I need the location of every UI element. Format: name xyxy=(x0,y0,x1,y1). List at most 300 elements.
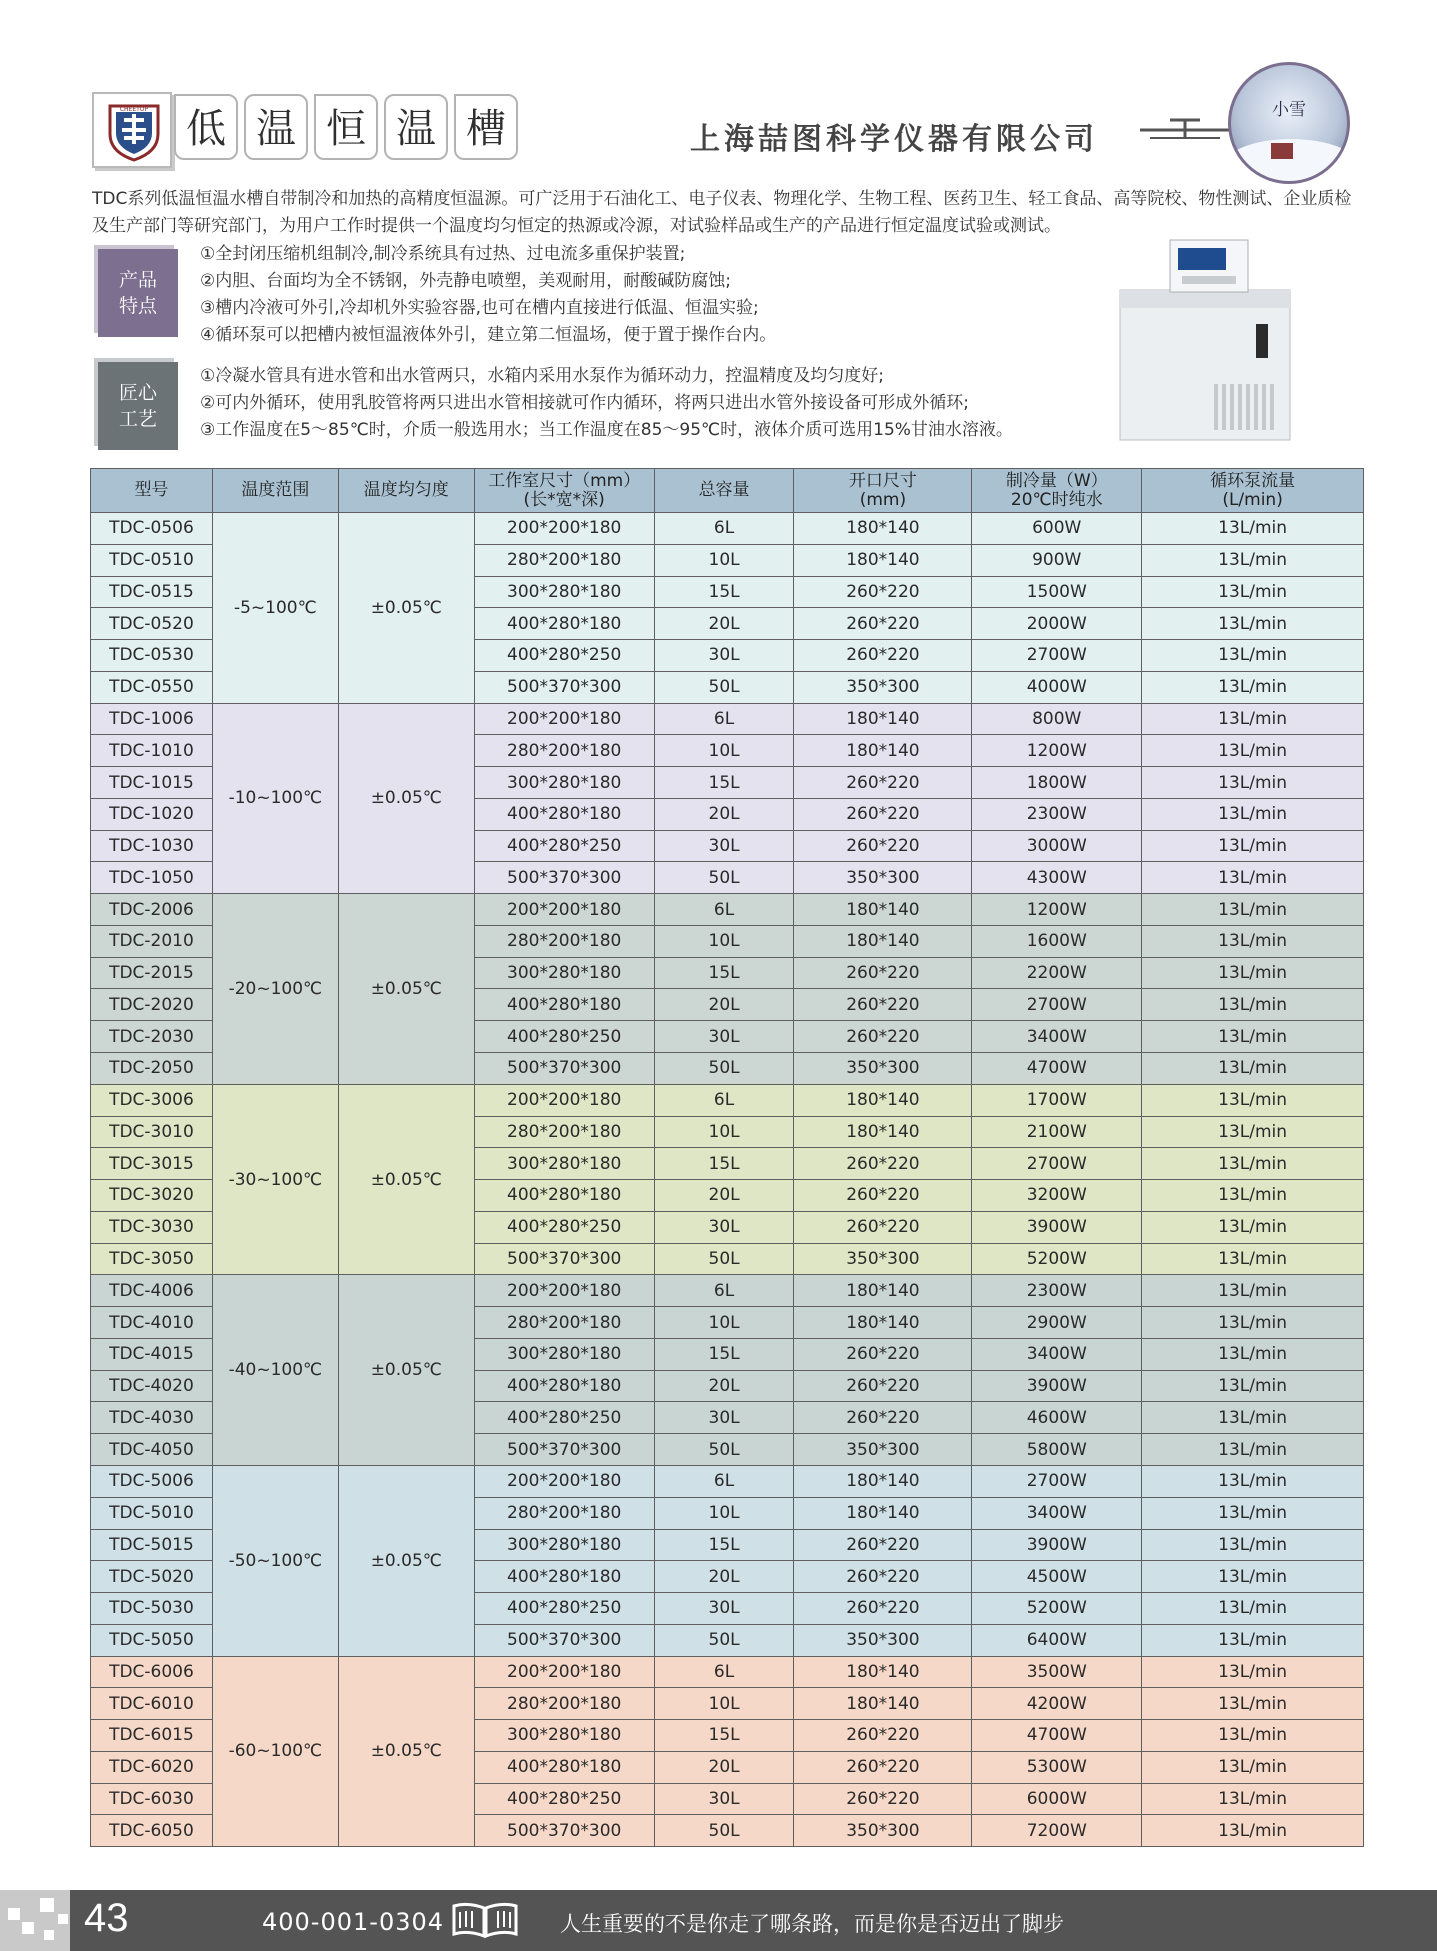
capacity-cell: 10L xyxy=(654,544,794,576)
capacity-cell: 6L xyxy=(654,1084,794,1116)
opening-size-cell: 260*220 xyxy=(794,830,972,862)
craft-list xyxy=(200,363,1013,444)
opening-size-cell: 260*220 xyxy=(794,1180,972,1212)
cooling-power-cell: 5200W xyxy=(972,1593,1142,1625)
model-cell: TDC-4050 xyxy=(91,1434,213,1466)
pump-flow-cell: 13L/min xyxy=(1142,576,1364,608)
spec-table xyxy=(90,468,1364,1847)
cooling-power-cell: 2300W xyxy=(972,1275,1142,1307)
shield-logo-icon xyxy=(106,100,162,162)
capacity-cell: 30L xyxy=(654,1783,794,1815)
chamber-size-cell: 200*200*180 xyxy=(474,703,654,735)
model-cell: TDC-2015 xyxy=(91,957,213,989)
cooling-power-cell: 3400W xyxy=(972,1497,1142,1529)
opening-size-cell: 260*220 xyxy=(794,1370,972,1402)
page-footer xyxy=(0,1890,1437,1951)
chamber-size-cell: 280*200*180 xyxy=(474,1116,654,1148)
chamber-size-cell: 400*280*250 xyxy=(474,1211,654,1243)
capacity-cell: 15L xyxy=(654,957,794,989)
cooling-power-cell: 4600W xyxy=(972,1402,1142,1434)
opening-size-cell: 180*140 xyxy=(794,1465,972,1497)
model-cell: TDC-5020 xyxy=(91,1561,213,1593)
chamber-size-cell: 300*280*180 xyxy=(474,767,654,799)
pump-flow-cell: 13L/min xyxy=(1142,1402,1364,1434)
pump-flow-cell: 13L/min xyxy=(1142,1529,1364,1561)
opening-size-cell: 260*220 xyxy=(794,640,972,672)
uniformity-cell: ±0.05℃ xyxy=(338,1084,474,1275)
capacity-cell: 10L xyxy=(654,1497,794,1529)
capacity-cell: 30L xyxy=(654,1593,794,1625)
title-char: 温 xyxy=(244,94,308,160)
opening-size-cell: 350*300 xyxy=(794,1243,972,1275)
opening-size-cell: 350*300 xyxy=(794,671,972,703)
opening-size-cell: 180*140 xyxy=(794,703,972,735)
title-char: 槽 xyxy=(454,94,518,160)
table-row xyxy=(91,703,1364,735)
pump-flow-cell: 13L/min xyxy=(1142,1307,1364,1339)
pump-flow-cell: 13L/min xyxy=(1142,1053,1364,1085)
page-title xyxy=(174,94,518,160)
table-row xyxy=(91,1084,1364,1116)
opening-size-cell: 180*140 xyxy=(794,894,972,926)
model-cell: TDC-2050 xyxy=(91,1053,213,1085)
opening-size-cell: 260*220 xyxy=(794,1021,972,1053)
pump-flow-cell: 13L/min xyxy=(1142,1465,1364,1497)
pump-flow-cell: 13L/min xyxy=(1142,671,1364,703)
chamber-size-cell: 500*370*300 xyxy=(474,671,654,703)
capacity-cell: 30L xyxy=(654,1021,794,1053)
model-cell: TDC-6030 xyxy=(91,1783,213,1815)
svg-text:CHEETOP: CHEETOP xyxy=(119,106,149,113)
pump-flow-cell: 13L/min xyxy=(1142,798,1364,830)
craft-item: ②可内外循环，使用乳胶管将两只进出水管相接就可作内循环，将两只进出水管外接设备可形成外循环; xyxy=(200,393,969,413)
cooling-power-cell: 2900W xyxy=(972,1307,1142,1339)
capacity-cell: 20L xyxy=(654,1751,794,1783)
model-cell: TDC-5006 xyxy=(91,1465,213,1497)
chamber-size-cell: 400*280*180 xyxy=(474,798,654,830)
chamber-size-cell: 500*370*300 xyxy=(474,1434,654,1466)
capacity-cell: 6L xyxy=(654,894,794,926)
pump-flow-cell: 13L/min xyxy=(1142,1370,1364,1402)
capacity-cell: 15L xyxy=(654,767,794,799)
chamber-size-cell: 500*370*300 xyxy=(474,862,654,894)
opening-size-cell: 180*140 xyxy=(794,1275,972,1307)
capacity-cell: 20L xyxy=(654,1180,794,1212)
opening-size-cell: 180*140 xyxy=(794,1084,972,1116)
model-cell: TDC-3015 xyxy=(91,1148,213,1180)
cooling-power-cell: 4200W xyxy=(972,1688,1142,1720)
chamber-size-cell: 200*200*180 xyxy=(474,1084,654,1116)
title-char: 恒 xyxy=(314,94,378,160)
model-cell: TDC-6020 xyxy=(91,1751,213,1783)
pump-flow-cell: 13L/min xyxy=(1142,957,1364,989)
title-char: 低 xyxy=(174,94,238,160)
capacity-cell: 10L xyxy=(654,925,794,957)
chamber-size-cell: 400*280*250 xyxy=(474,1593,654,1625)
table-row xyxy=(91,1275,1364,1307)
capacity-cell: 50L xyxy=(654,1434,794,1466)
capacity-cell: 10L xyxy=(654,1116,794,1148)
opening-size-cell: 260*220 xyxy=(794,608,972,640)
cooling-power-cell: 1200W xyxy=(972,735,1142,767)
model-cell: TDC-1020 xyxy=(91,798,213,830)
pump-flow-cell: 13L/min xyxy=(1142,1116,1364,1148)
pump-flow-cell: 13L/min xyxy=(1142,1021,1364,1053)
pump-flow-cell: 13L/min xyxy=(1142,544,1364,576)
pump-flow-cell: 13L/min xyxy=(1142,1497,1364,1529)
capacity-cell: 15L xyxy=(654,576,794,608)
cooling-power-cell: 4300W xyxy=(972,862,1142,894)
cooling-power-cell: 2700W xyxy=(972,1148,1142,1180)
capacity-cell: 20L xyxy=(654,989,794,1021)
title-char: 温 xyxy=(384,94,448,160)
cooling-power-cell: 2200W xyxy=(972,957,1142,989)
chamber-size-cell: 280*200*180 xyxy=(474,735,654,767)
cooling-power-cell: 3000W xyxy=(972,830,1142,862)
model-cell: TDC-1010 xyxy=(91,735,213,767)
pump-flow-cell: 13L/min xyxy=(1142,989,1364,1021)
model-cell: TDC-4010 xyxy=(91,1307,213,1339)
chamber-size-cell: 400*280*250 xyxy=(474,830,654,862)
capacity-cell: 50L xyxy=(654,1053,794,1085)
opening-size-cell: 260*220 xyxy=(794,1211,972,1243)
model-cell: TDC-6050 xyxy=(91,1815,213,1847)
pump-flow-cell: 13L/min xyxy=(1142,1815,1364,1847)
intro-paragraph: TDC系列低温恒温水槽自带制冷和加热的高精度恒温源。可广泛用于石油化工、电子仪表、物理化学、生物工程、医药卫生、轻工食品、高等院校、物性测试、企业质检及生产部门等研究部门，为用户工作时提供一个温度均匀恒定的热源或冷源，对试验样品或生产的产品进行恒定温度试验或测试。 xyxy=(92,189,1352,236)
craft-item: ①冷凝水管具有进水管和出水管两只，水箱内采用水泵作为循环动力，控温精度及均匀度好; xyxy=(200,366,884,386)
chamber-size-cell: 200*200*180 xyxy=(474,1656,654,1688)
header-temp-range: 温度范围 xyxy=(212,469,338,513)
header-chamber-size: 工作室尺寸（mm） (长*宽*深) xyxy=(474,469,654,513)
model-cell: TDC-0510 xyxy=(91,544,213,576)
header-capacity: 总容量 xyxy=(654,469,794,513)
chamber-size-cell: 400*280*180 xyxy=(474,1180,654,1212)
chamber-size-cell: 400*280*250 xyxy=(474,1021,654,1053)
table-header-row xyxy=(91,469,1364,513)
chamber-size-cell: 280*200*180 xyxy=(474,925,654,957)
header-model: 型号 xyxy=(91,469,213,513)
opening-size-cell: 180*140 xyxy=(794,1116,972,1148)
opening-size-cell: 260*220 xyxy=(794,1529,972,1561)
snow-season-seal xyxy=(1228,62,1350,184)
decorative-lines xyxy=(1140,118,1230,148)
opening-size-cell: 260*220 xyxy=(794,1593,972,1625)
pump-flow-cell: 13L/min xyxy=(1142,735,1364,767)
chamber-size-cell: 200*200*180 xyxy=(474,513,654,545)
pump-flow-cell: 13L/min xyxy=(1142,703,1364,735)
cooling-power-cell: 5800W xyxy=(972,1434,1142,1466)
opening-size-cell: 180*140 xyxy=(794,735,972,767)
chamber-size-cell: 400*280*180 xyxy=(474,1561,654,1593)
cooling-power-cell: 1200W xyxy=(972,894,1142,926)
chamber-size-cell: 300*280*180 xyxy=(474,957,654,989)
table-row xyxy=(91,1465,1364,1497)
model-cell: TDC-1050 xyxy=(91,862,213,894)
model-cell: TDC-5015 xyxy=(91,1529,213,1561)
model-cell: TDC-3010 xyxy=(91,1116,213,1148)
capacity-cell: 50L xyxy=(654,862,794,894)
pump-flow-cell: 13L/min xyxy=(1142,1243,1364,1275)
chamber-size-cell: 400*280*250 xyxy=(474,640,654,672)
company-name: 上海喆图科学仪器有限公司 xyxy=(690,122,1098,157)
model-cell: TDC-3050 xyxy=(91,1243,213,1275)
pump-flow-cell: 13L/min xyxy=(1142,830,1364,862)
pump-flow-cell: 13L/min xyxy=(1142,1338,1364,1370)
cooling-power-cell: 5200W xyxy=(972,1243,1142,1275)
capacity-cell: 20L xyxy=(654,798,794,830)
model-cell: TDC-3020 xyxy=(91,1180,213,1212)
chamber-size-cell: 500*370*300 xyxy=(474,1624,654,1656)
temp-range-cell: -10~100℃ xyxy=(212,703,338,894)
cooling-power-cell: 600W xyxy=(972,513,1142,545)
pump-flow-cell: 13L/min xyxy=(1142,767,1364,799)
opening-size-cell: 350*300 xyxy=(794,1624,972,1656)
chamber-size-cell: 280*200*180 xyxy=(474,544,654,576)
cooling-power-cell: 4500W xyxy=(972,1561,1142,1593)
tag-line: 产品 xyxy=(118,269,157,291)
cooling-power-cell: 2300W xyxy=(972,798,1142,830)
cooling-power-cell: 4000W xyxy=(972,671,1142,703)
capacity-cell: 6L xyxy=(654,1465,794,1497)
chamber-size-cell: 400*280*180 xyxy=(474,608,654,640)
opening-size-cell: 180*140 xyxy=(794,1688,972,1720)
cooling-power-cell: 2000W xyxy=(972,608,1142,640)
model-cell: TDC-3006 xyxy=(91,1084,213,1116)
uniformity-cell: ±0.05℃ xyxy=(338,894,474,1085)
opening-size-cell: 180*140 xyxy=(794,513,972,545)
chamber-size-cell: 280*200*180 xyxy=(474,1307,654,1339)
chamber-size-cell: 280*200*180 xyxy=(474,1497,654,1529)
opening-size-cell: 180*140 xyxy=(794,1307,972,1339)
cooling-power-cell: 1700W xyxy=(972,1084,1142,1116)
pump-flow-cell: 13L/min xyxy=(1142,1688,1364,1720)
chamber-size-cell: 300*280*180 xyxy=(474,576,654,608)
cooling-power-cell: 6400W xyxy=(972,1624,1142,1656)
cooling-power-cell: 3400W xyxy=(972,1021,1142,1053)
tag-line: 匠心 xyxy=(118,382,157,404)
table-row xyxy=(91,513,1364,545)
seal-text: 小雪 xyxy=(1272,100,1306,120)
opening-size-cell: 260*220 xyxy=(794,1751,972,1783)
chamber-size-cell: 200*200*180 xyxy=(474,1465,654,1497)
capacity-cell: 10L xyxy=(654,1307,794,1339)
opening-size-cell: 180*140 xyxy=(794,925,972,957)
page-number: 43 xyxy=(84,1896,129,1940)
uniformity-cell: ±0.05℃ xyxy=(338,513,474,704)
model-cell: TDC-2030 xyxy=(91,1021,213,1053)
model-cell: TDC-2020 xyxy=(91,989,213,1021)
model-cell: TDC-4030 xyxy=(91,1402,213,1434)
opening-size-cell: 260*220 xyxy=(794,1783,972,1815)
pump-flow-cell: 13L/min xyxy=(1142,1275,1364,1307)
features-tag xyxy=(98,249,178,337)
pump-flow-cell: 13L/min xyxy=(1142,1751,1364,1783)
cooling-power-cell: 3900W xyxy=(972,1211,1142,1243)
cooling-power-cell: 2700W xyxy=(972,989,1142,1021)
cooling-power-cell: 1500W xyxy=(972,576,1142,608)
capacity-cell: 20L xyxy=(654,1370,794,1402)
capacity-cell: 20L xyxy=(654,1561,794,1593)
capacity-cell: 30L xyxy=(654,1211,794,1243)
capacity-cell: 6L xyxy=(654,513,794,545)
capacity-cell: 50L xyxy=(654,1243,794,1275)
chamber-size-cell: 300*280*180 xyxy=(474,1338,654,1370)
temp-range-cell: -60~100℃ xyxy=(212,1656,338,1847)
chamber-size-cell: 500*370*300 xyxy=(474,1053,654,1085)
capacity-cell: 50L xyxy=(654,1815,794,1847)
opening-size-cell: 350*300 xyxy=(794,1434,972,1466)
opening-size-cell: 350*300 xyxy=(794,1815,972,1847)
cooling-power-cell: 4700W xyxy=(972,1720,1142,1752)
header-opening-size: 开口尺寸 (mm) xyxy=(794,469,972,513)
uniformity-cell: ±0.05℃ xyxy=(338,1656,474,1847)
model-cell: TDC-6006 xyxy=(91,1656,213,1688)
pump-flow-cell: 13L/min xyxy=(1142,640,1364,672)
model-cell: TDC-4015 xyxy=(91,1338,213,1370)
pump-flow-cell: 13L/min xyxy=(1142,1624,1364,1656)
chamber-size-cell: 400*280*180 xyxy=(474,989,654,1021)
opening-size-cell: 260*220 xyxy=(794,957,972,989)
pump-flow-cell: 13L/min xyxy=(1142,1434,1364,1466)
cooling-power-cell: 1600W xyxy=(972,925,1142,957)
chamber-size-cell: 400*280*180 xyxy=(474,1751,654,1783)
pump-flow-cell: 13L/min xyxy=(1142,862,1364,894)
temp-range-cell: -30~100℃ xyxy=(212,1084,338,1275)
pump-flow-cell: 13L/min xyxy=(1142,1720,1364,1752)
footer-slogan: 人生重要的不是你走了哪条路，而是你是否迈出了脚步 xyxy=(560,1912,1064,1936)
chamber-size-cell: 280*200*180 xyxy=(474,1688,654,1720)
pump-flow-cell: 13L/min xyxy=(1142,894,1364,926)
tag-line: 特点 xyxy=(118,295,157,317)
chamber-size-cell: 400*280*250 xyxy=(474,1783,654,1815)
pump-flow-cell: 13L/min xyxy=(1142,1084,1364,1116)
capacity-cell: 50L xyxy=(654,671,794,703)
model-cell: TDC-4006 xyxy=(91,1275,213,1307)
model-cell: TDC-0550 xyxy=(91,671,213,703)
capacity-cell: 15L xyxy=(654,1720,794,1752)
feature-item: ②内胆、台面均为全不锈钢，外壳静电喷塑，美观耐用，耐酸碱防腐蚀; xyxy=(200,271,731,291)
cooling-power-cell: 6000W xyxy=(972,1783,1142,1815)
model-cell: TDC-5030 xyxy=(91,1593,213,1625)
feature-item: ③槽内冷液可外引,冷却机外实验容器,也可在槽内直接进行低温、恒温实验; xyxy=(200,298,759,318)
opening-size-cell: 260*220 xyxy=(794,1720,972,1752)
cooling-power-cell: 4700W xyxy=(972,1053,1142,1085)
uniformity-cell: ±0.05℃ xyxy=(338,703,474,894)
pump-flow-cell: 13L/min xyxy=(1142,1561,1364,1593)
capacity-cell: 50L xyxy=(654,1624,794,1656)
model-cell: TDC-2006 xyxy=(91,894,213,926)
capacity-cell: 20L xyxy=(654,608,794,640)
opening-size-cell: 260*220 xyxy=(794,1561,972,1593)
model-cell: TDC-5050 xyxy=(91,1624,213,1656)
chamber-size-cell: 300*280*180 xyxy=(474,1148,654,1180)
chamber-size-cell: 400*280*250 xyxy=(474,1402,654,1434)
model-cell: TDC-1015 xyxy=(91,767,213,799)
capacity-cell: 30L xyxy=(654,1402,794,1434)
pump-flow-cell: 13L/min xyxy=(1142,1148,1364,1180)
capacity-cell: 6L xyxy=(654,1656,794,1688)
model-cell: TDC-3030 xyxy=(91,1211,213,1243)
phone-number: 400-001-0304 xyxy=(262,1908,445,1936)
temp-range-cell: -20~100℃ xyxy=(212,894,338,1085)
capacity-cell: 10L xyxy=(654,1688,794,1720)
capacity-cell: 6L xyxy=(654,703,794,735)
header-cooling: 制冷量（W） 20℃时纯水 xyxy=(972,469,1142,513)
feature-item: ①全封闭压缩机组制冷,制冷系统具有过热、过电流多重保护装置; xyxy=(200,244,686,264)
company-logo xyxy=(92,92,172,168)
cooling-power-cell: 3400W xyxy=(972,1338,1142,1370)
capacity-cell: 15L xyxy=(654,1148,794,1180)
opening-size-cell: 180*140 xyxy=(794,1497,972,1529)
cooling-power-cell: 5300W xyxy=(972,1751,1142,1783)
header-uniformity: 温度均匀度 xyxy=(338,469,474,513)
capacity-cell: 15L xyxy=(654,1338,794,1370)
features-list xyxy=(200,241,776,349)
pump-flow-cell: 13L/min xyxy=(1142,1211,1364,1243)
model-cell: TDC-5010 xyxy=(91,1497,213,1529)
table-row xyxy=(91,894,1364,926)
model-cell: TDC-0530 xyxy=(91,640,213,672)
cooling-power-cell: 1800W xyxy=(972,767,1142,799)
pump-flow-cell: 13L/min xyxy=(1142,925,1364,957)
model-cell: TDC-0520 xyxy=(91,608,213,640)
model-cell: TDC-6010 xyxy=(91,1688,213,1720)
craft-item: ③工作温度在5～85℃时，介质一般选用水；当工作温度在85～95℃时，液体介质可选用15%甘油水溶液。 xyxy=(200,420,1013,440)
opening-size-cell: 260*220 xyxy=(794,576,972,608)
capacity-cell: 6L xyxy=(654,1275,794,1307)
cooling-power-cell: 7200W xyxy=(972,1815,1142,1847)
pump-flow-cell: 13L/min xyxy=(1142,1656,1364,1688)
pump-flow-cell: 13L/min xyxy=(1142,1783,1364,1815)
header-pump-flow: 循环泵流量 (L/min) xyxy=(1142,469,1364,513)
uniformity-cell: ±0.05℃ xyxy=(338,1465,474,1656)
cooling-power-cell: 2700W xyxy=(972,640,1142,672)
temp-range-cell: -40~100℃ xyxy=(212,1275,338,1466)
pump-flow-cell: 13L/min xyxy=(1142,608,1364,640)
cooling-power-cell: 2100W xyxy=(972,1116,1142,1148)
opening-size-cell: 180*140 xyxy=(794,544,972,576)
capacity-cell: 30L xyxy=(654,640,794,672)
chamber-size-cell: 500*370*300 xyxy=(474,1815,654,1847)
model-cell: TDC-1030 xyxy=(91,830,213,862)
cooling-power-cell: 800W xyxy=(972,703,1142,735)
opening-size-cell: 260*220 xyxy=(794,989,972,1021)
opening-size-cell: 180*140 xyxy=(794,1656,972,1688)
cooling-power-cell: 2700W xyxy=(972,1465,1142,1497)
opening-size-cell: 260*220 xyxy=(794,1148,972,1180)
feature-item: ④循环泵可以把槽内被恒温液体外引，建立第二恒温场，便于置于操作台内。 xyxy=(200,325,777,345)
pump-flow-cell: 13L/min xyxy=(1142,1180,1364,1212)
uniformity-cell: ±0.05℃ xyxy=(338,1275,474,1466)
book-icon xyxy=(450,1900,520,1940)
capacity-cell: 10L xyxy=(654,735,794,767)
craft-tag xyxy=(98,362,178,450)
chamber-size-cell: 200*200*180 xyxy=(474,1275,654,1307)
house-icon xyxy=(1271,143,1293,159)
temp-range-cell: -50~100℃ xyxy=(212,1465,338,1656)
chamber-size-cell: 300*280*180 xyxy=(474,1720,654,1752)
cooling-power-cell: 900W xyxy=(972,544,1142,576)
chamber-size-cell: 500*370*300 xyxy=(474,1243,654,1275)
cooling-power-cell: 3200W xyxy=(972,1180,1142,1212)
model-cell: TDC-2010 xyxy=(91,925,213,957)
chamber-size-cell: 300*280*180 xyxy=(474,1529,654,1561)
model-cell: TDC-4020 xyxy=(91,1370,213,1402)
pump-flow-cell: 13L/min xyxy=(1142,1593,1364,1625)
product-photo xyxy=(1118,238,1294,444)
cooling-power-cell: 3900W xyxy=(972,1370,1142,1402)
capacity-cell: 30L xyxy=(654,830,794,862)
